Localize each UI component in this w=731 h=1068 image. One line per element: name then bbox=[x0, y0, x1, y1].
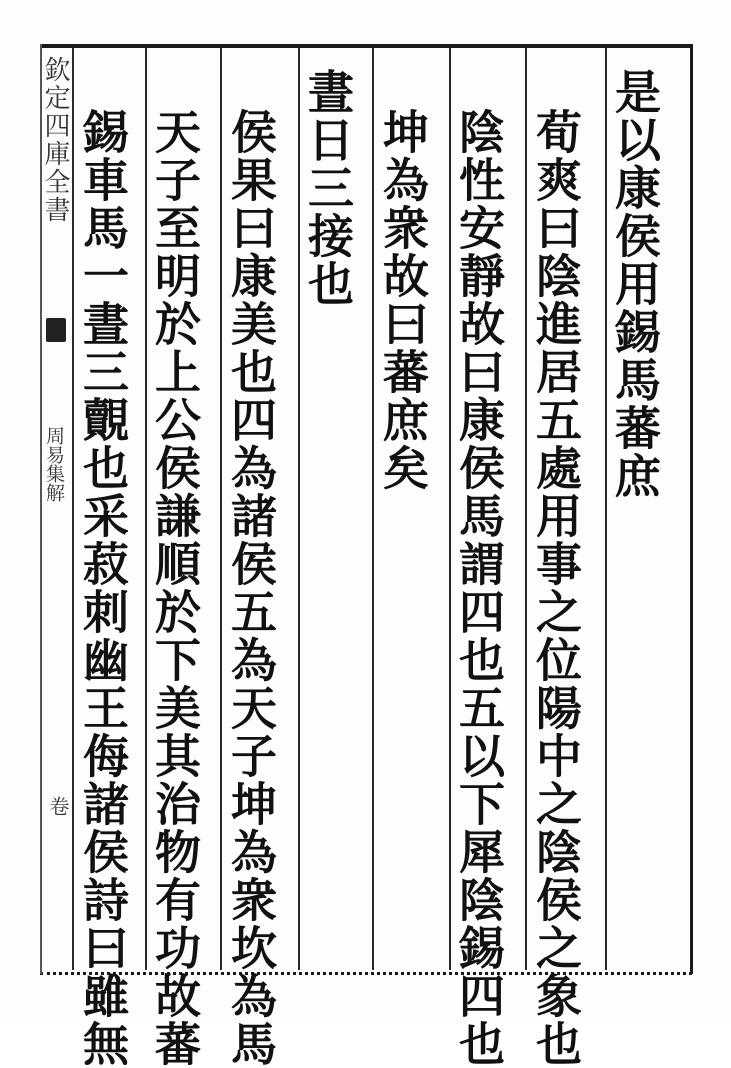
fish-tail-mark bbox=[46, 318, 66, 342]
frame-right-border bbox=[690, 44, 693, 974]
column-rule bbox=[372, 48, 374, 970]
text-column-4: 坤為衆故曰蕃庶矣 bbox=[376, 108, 430, 492]
frame-top-border bbox=[40, 44, 692, 48]
text-column-8: 錫車馬一晝三覿也采菽刺幽王侮諸侯詩曰雖無 bbox=[76, 108, 130, 1068]
column-rule bbox=[605, 48, 607, 970]
text-column-2: 荀爽曰陰進居五處用事之位陽中之陰侯之象也 bbox=[529, 108, 583, 1068]
text-column-3: 陰性安靜故曰康侯馬謂四也五以下犀陰錫四也 bbox=[452, 108, 506, 1068]
frame-bottom-border bbox=[40, 972, 692, 975]
margin-title: 欽定四庫全書 bbox=[40, 56, 70, 224]
column-rule bbox=[525, 48, 527, 970]
column-rule bbox=[298, 48, 300, 970]
text-column-6: 侯果曰康美也四為諸侯五為天子坤為衆坎為馬 bbox=[224, 108, 278, 1068]
text-column-7: 天子至明於上公侯謙順於下美其治物有功故蕃 bbox=[148, 108, 202, 1068]
text-column-1: 是以康侯用錫馬蕃庶 bbox=[608, 68, 662, 500]
column-rule bbox=[145, 48, 147, 970]
text-column-5: 晝日三接也 bbox=[301, 68, 355, 308]
column-rule bbox=[72, 48, 74, 970]
column-rule bbox=[449, 48, 451, 970]
column-rule bbox=[220, 48, 222, 970]
margin-volume-label: 卷 bbox=[46, 796, 70, 816]
margin-book-title: 周易集解 bbox=[43, 426, 65, 502]
